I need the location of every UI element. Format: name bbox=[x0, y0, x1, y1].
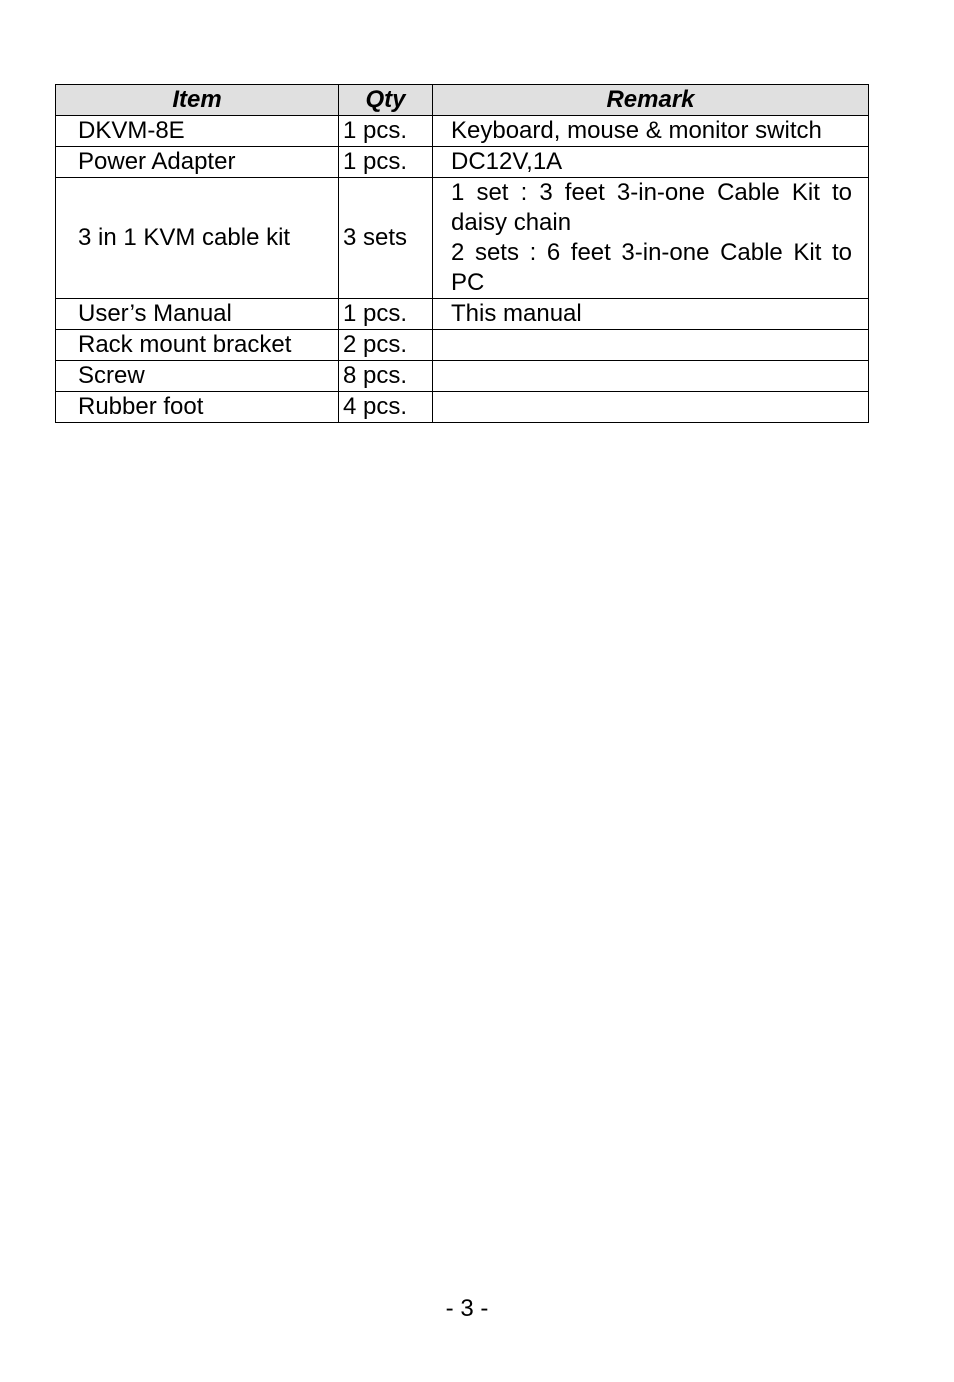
cell-qty: 1 pcs. bbox=[339, 116, 433, 147]
cell-remark bbox=[433, 178, 869, 299]
package-contents-table bbox=[55, 84, 869, 423]
table-header-row bbox=[56, 85, 869, 116]
cell-remark: Keyboard, mouse & monitor switch bbox=[433, 116, 869, 147]
cell-item: Rack mount bracket bbox=[56, 330, 339, 361]
page-number: - 3 - bbox=[445, 1295, 489, 1322]
remark-line: 2 sets : 6 feet 3-in-one Cable Kit to PC bbox=[451, 239, 852, 296]
cell-item: 3 in 1 KVM cable kit bbox=[56, 178, 339, 299]
cell-qty: 8 pcs. bbox=[339, 361, 433, 392]
table-row bbox=[56, 147, 869, 178]
cell-qty: 3 sets bbox=[339, 178, 433, 299]
cell-qty: 2 pcs. bbox=[339, 330, 433, 361]
table-row bbox=[56, 392, 869, 423]
cell-item: Screw bbox=[56, 361, 339, 392]
header-qty: Qty bbox=[339, 85, 433, 116]
cell-remark bbox=[433, 392, 869, 423]
table-row bbox=[56, 178, 869, 299]
table-row bbox=[56, 299, 869, 330]
header-remark: Remark bbox=[433, 85, 869, 116]
table-row bbox=[56, 330, 869, 361]
cell-remark: This manual bbox=[433, 299, 869, 330]
cell-item: Power Adapter bbox=[56, 147, 339, 178]
table-row bbox=[56, 116, 869, 147]
cell-item: DKVM-8E bbox=[56, 116, 339, 147]
cell-item: User’s Manual bbox=[56, 299, 339, 330]
cell-qty: 4 pcs. bbox=[339, 392, 433, 423]
cell-remark bbox=[433, 330, 869, 361]
cell-qty: 1 pcs. bbox=[339, 147, 433, 178]
cell-qty: 1 pcs. bbox=[339, 299, 433, 330]
header-item: Item bbox=[56, 85, 339, 116]
table-row bbox=[56, 361, 869, 392]
cell-remark: DC12V,1A bbox=[433, 147, 869, 178]
cell-remark bbox=[433, 361, 869, 392]
remark-line: 1 set : 3 feet 3-in-one Cable Kit to daisy chain bbox=[451, 179, 852, 236]
cell-item: Rubber foot bbox=[56, 392, 339, 423]
